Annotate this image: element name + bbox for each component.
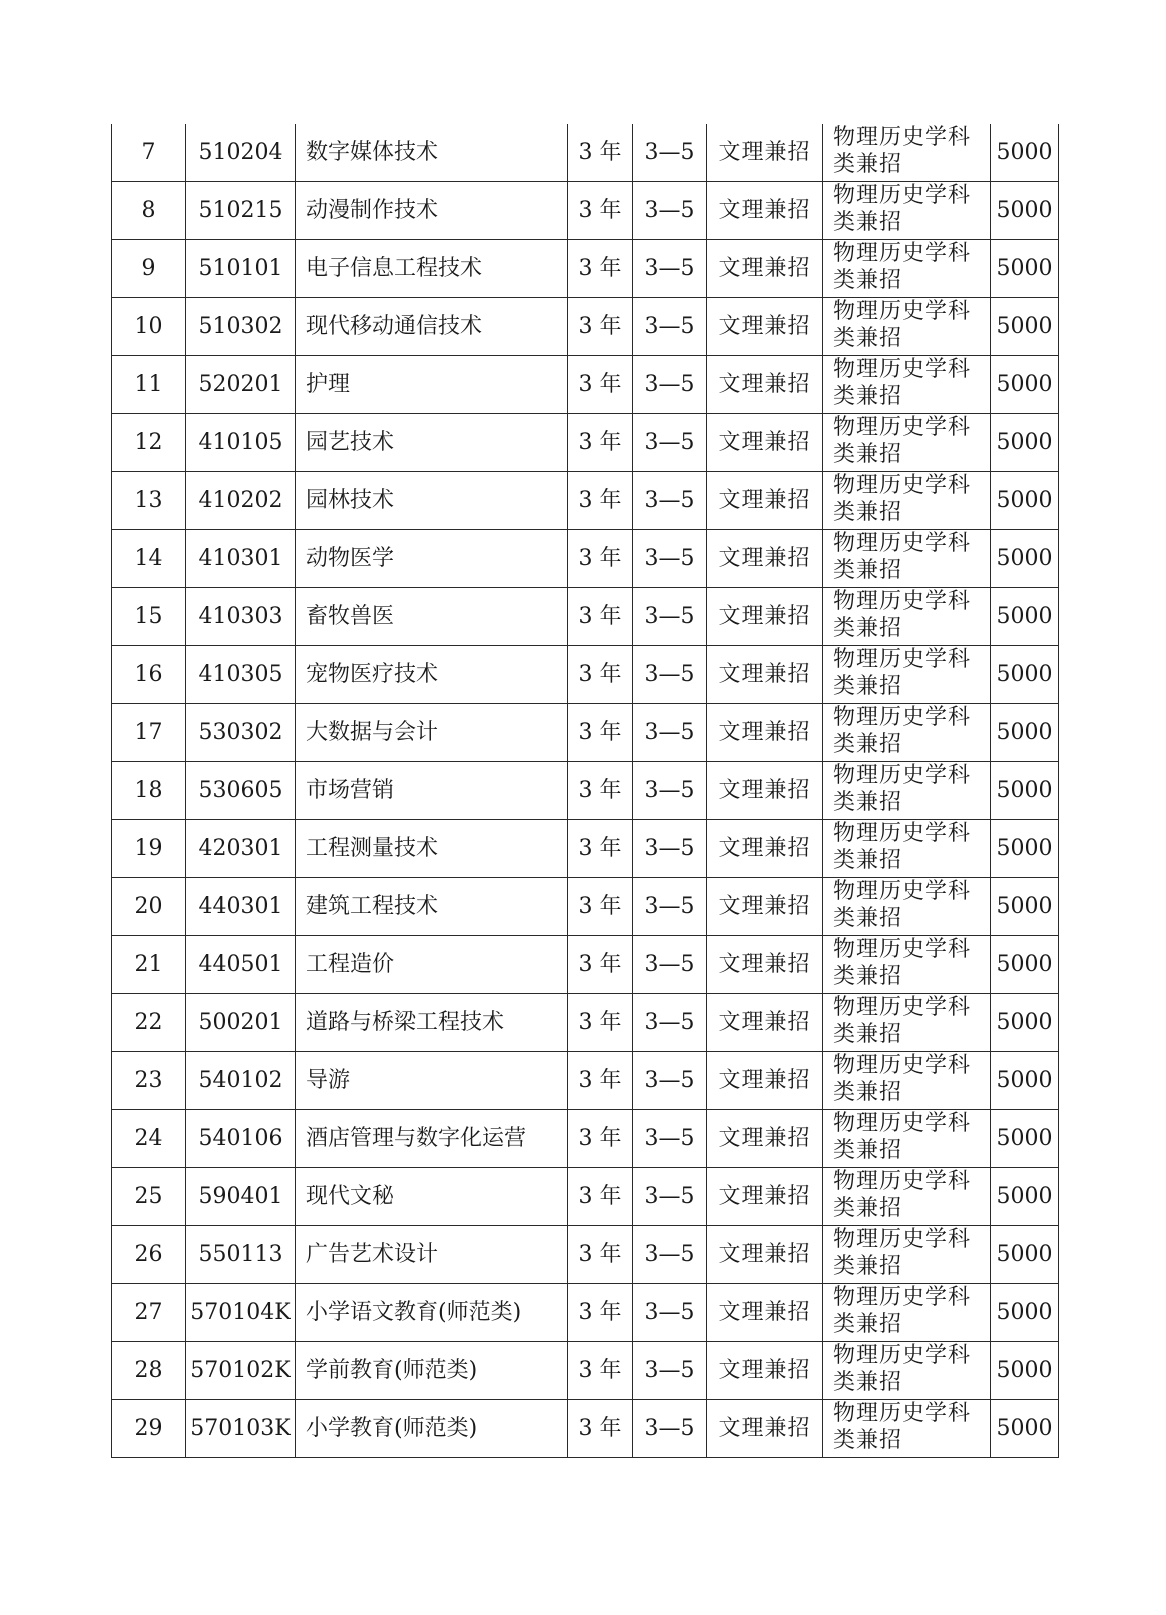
- enrollment-type-cell: 文理兼招: [707, 1342, 823, 1400]
- study-span-cell: 3—5: [633, 356, 707, 414]
- major-name-cell: 道路与桥梁工程技术: [296, 994, 568, 1052]
- tuition-fee-cell: 5000: [991, 646, 1059, 704]
- tuition-fee-cell: 5000: [991, 240, 1059, 298]
- tuition-fee-cell: 5000: [991, 878, 1059, 936]
- table-row: [112, 414, 1059, 472]
- table-row: [112, 182, 1059, 240]
- row-index-cell: 14: [112, 530, 186, 588]
- subject-requirement-cell: [823, 182, 991, 240]
- subject-requirement-cell: [823, 124, 991, 182]
- duration-cell: 3 年: [568, 356, 633, 414]
- tuition-fee-cell: 5000: [991, 1284, 1059, 1342]
- major-code-cell: 570103K: [186, 1400, 296, 1458]
- row-index-cell: 21: [112, 936, 186, 994]
- row-index-cell: 19: [112, 820, 186, 878]
- row-index-cell: 13: [112, 472, 186, 530]
- table-row: [112, 588, 1059, 646]
- major-code-cell: 570102K: [186, 1342, 296, 1400]
- major-code-cell: 410105: [186, 414, 296, 472]
- enrollment-type-cell: 文理兼招: [707, 1400, 823, 1458]
- subject-requirement-text: 物理历史学科类兼招: [833, 357, 972, 409]
- study-span-cell: 3—5: [633, 1168, 707, 1226]
- duration-cell: 3 年: [568, 1342, 633, 1400]
- major-name-cell: 现代文秘: [296, 1168, 568, 1226]
- tuition-fee-cell: 5000: [991, 588, 1059, 646]
- study-span-cell: 3—5: [633, 762, 707, 820]
- tuition-fee-cell: 5000: [991, 414, 1059, 472]
- duration-cell: 3 年: [568, 646, 633, 704]
- subject-requirement-cell: [823, 704, 991, 762]
- subject-requirement-cell: [823, 298, 991, 356]
- tuition-fee-cell: 5000: [991, 530, 1059, 588]
- row-index-cell: 16: [112, 646, 186, 704]
- subject-requirement-text: 物理历史学科类兼招: [833, 1053, 972, 1105]
- study-span-cell: 3—5: [633, 298, 707, 356]
- major-code-cell: 410301: [186, 530, 296, 588]
- row-index-cell: 28: [112, 1342, 186, 1400]
- enrollment-type-cell: 文理兼招: [707, 994, 823, 1052]
- study-span-cell: 3—5: [633, 1052, 707, 1110]
- duration-cell: 3 年: [568, 762, 633, 820]
- major-code-cell: 530605: [186, 762, 296, 820]
- duration-cell: 3 年: [568, 878, 633, 936]
- subject-requirement-cell: [823, 414, 991, 472]
- major-name-cell: 导游: [296, 1052, 568, 1110]
- row-index-cell: 23: [112, 1052, 186, 1110]
- subject-requirement-text: 物理历史学科类兼招: [833, 763, 972, 815]
- study-span-cell: 3—5: [633, 820, 707, 878]
- table-row: [112, 1110, 1059, 1168]
- major-name-cell: 市场营销: [296, 762, 568, 820]
- enrollment-type-cell: 文理兼招: [707, 1226, 823, 1284]
- subject-requirement-cell: [823, 240, 991, 298]
- enrollment-type-cell: 文理兼招: [707, 356, 823, 414]
- study-span-cell: 3—5: [633, 530, 707, 588]
- table-row: [112, 1052, 1059, 1110]
- tuition-fee-cell: 5000: [991, 1342, 1059, 1400]
- row-index-cell: 22: [112, 994, 186, 1052]
- major-name-cell: 宠物医疗技术: [296, 646, 568, 704]
- tuition-fee-cell: 5000: [991, 124, 1059, 182]
- table-row: [112, 704, 1059, 762]
- major-code-cell: 440301: [186, 878, 296, 936]
- subject-requirement-cell: [823, 762, 991, 820]
- subject-requirement-text: 物理历史学科类兼招: [833, 183, 972, 235]
- subject-requirement-text: 物理历史学科类兼招: [833, 1227, 972, 1279]
- subject-requirement-text: 物理历史学科类兼招: [833, 879, 972, 931]
- table-row: [112, 356, 1059, 414]
- row-index-cell: 25: [112, 1168, 186, 1226]
- subject-requirement-cell: [823, 820, 991, 878]
- major-code-cell: 510204: [186, 124, 296, 182]
- major-name-cell: 学前教育(师范类): [296, 1342, 568, 1400]
- duration-cell: 3 年: [568, 704, 633, 762]
- enrollment-type-cell: 文理兼招: [707, 762, 823, 820]
- duration-cell: 3 年: [568, 530, 633, 588]
- enrollment-type-cell: 文理兼招: [707, 588, 823, 646]
- subject-requirement-cell: [823, 1052, 991, 1110]
- tuition-fee-cell: 5000: [991, 704, 1059, 762]
- subject-requirement-cell: [823, 1226, 991, 1284]
- table-row: [112, 298, 1059, 356]
- major-name-cell: 畜牧兽医: [296, 588, 568, 646]
- study-span-cell: 3—5: [633, 1342, 707, 1400]
- subject-requirement-cell: [823, 1400, 991, 1458]
- major-name-cell: 数字媒体技术: [296, 124, 568, 182]
- row-index-cell: 18: [112, 762, 186, 820]
- major-name-cell: 护理: [296, 356, 568, 414]
- row-index-cell: 17: [112, 704, 186, 762]
- major-name-cell: 现代移动通信技术: [296, 298, 568, 356]
- subject-requirement-text: 物理历史学科类兼招: [833, 1343, 972, 1395]
- study-span-cell: 3—5: [633, 1400, 707, 1458]
- tuition-fee-cell: 5000: [991, 1226, 1059, 1284]
- subject-requirement-cell: [823, 472, 991, 530]
- subject-requirement-cell: [823, 646, 991, 704]
- major-name-cell: 动物医学: [296, 530, 568, 588]
- major-code-cell: 500201: [186, 994, 296, 1052]
- subject-requirement-cell: [823, 588, 991, 646]
- subject-requirement-text: 物理历史学科类兼招: [833, 473, 972, 525]
- duration-cell: 3 年: [568, 472, 633, 530]
- row-index-cell: 29: [112, 1400, 186, 1458]
- study-span-cell: 3—5: [633, 414, 707, 472]
- major-code-cell: 530302: [186, 704, 296, 762]
- major-code-cell: 550113: [186, 1226, 296, 1284]
- majors-table: [111, 124, 1059, 1458]
- table-row: [112, 1342, 1059, 1400]
- table-row: [112, 994, 1059, 1052]
- duration-cell: 3 年: [568, 1168, 633, 1226]
- subject-requirement-text: 物理历史学科类兼招: [833, 647, 972, 699]
- subject-requirement-text: 物理历史学科类兼招: [833, 821, 972, 873]
- majors-table-body: [112, 124, 1059, 1458]
- subject-requirement-cell: [823, 1284, 991, 1342]
- subject-requirement-text: 物理历史学科类兼招: [833, 1285, 972, 1337]
- study-span-cell: 3—5: [633, 182, 707, 240]
- major-name-cell: 工程测量技术: [296, 820, 568, 878]
- subject-requirement-text: 物理历史学科类兼招: [833, 241, 972, 293]
- enrollment-type-cell: 文理兼招: [707, 1110, 823, 1168]
- subject-requirement-cell: [823, 878, 991, 936]
- row-index-cell: 10: [112, 298, 186, 356]
- major-code-cell: 410202: [186, 472, 296, 530]
- enrollment-type-cell: 文理兼招: [707, 530, 823, 588]
- table-row: [112, 762, 1059, 820]
- table-row: [112, 472, 1059, 530]
- major-code-cell: 410303: [186, 588, 296, 646]
- duration-cell: 3 年: [568, 298, 633, 356]
- duration-cell: 3 年: [568, 1400, 633, 1458]
- row-index-cell: 15: [112, 588, 186, 646]
- study-span-cell: 3—5: [633, 878, 707, 936]
- enrollment-type-cell: 文理兼招: [707, 124, 823, 182]
- major-code-cell: 510101: [186, 240, 296, 298]
- table-row: [112, 1284, 1059, 1342]
- duration-cell: 3 年: [568, 1284, 633, 1342]
- enrollment-type-cell: 文理兼招: [707, 704, 823, 762]
- duration-cell: 3 年: [568, 182, 633, 240]
- major-code-cell: 510302: [186, 298, 296, 356]
- table-row: [112, 1168, 1059, 1226]
- major-code-cell: 540102: [186, 1052, 296, 1110]
- subject-requirement-text: 物理历史学科类兼招: [833, 1401, 972, 1453]
- major-name-cell: 酒店管理与数字化运营: [296, 1110, 568, 1168]
- enrollment-type-cell: 文理兼招: [707, 240, 823, 298]
- major-code-cell: 570104K: [186, 1284, 296, 1342]
- major-name-cell: 园林技术: [296, 472, 568, 530]
- major-name-cell: 电子信息工程技术: [296, 240, 568, 298]
- major-name-cell: 广告艺术设计: [296, 1226, 568, 1284]
- tuition-fee-cell: 5000: [991, 1400, 1059, 1458]
- row-index-cell: 9: [112, 240, 186, 298]
- study-span-cell: 3—5: [633, 704, 707, 762]
- subject-requirement-text: 物理历史学科类兼招: [833, 1169, 972, 1221]
- subject-requirement-cell: [823, 356, 991, 414]
- major-code-cell: 410305: [186, 646, 296, 704]
- table-row: [112, 646, 1059, 704]
- major-code-cell: 520201: [186, 356, 296, 414]
- table-row: [112, 878, 1059, 936]
- major-code-cell: 540106: [186, 1110, 296, 1168]
- enrollment-type-cell: 文理兼招: [707, 298, 823, 356]
- table-row: [112, 1400, 1059, 1458]
- row-index-cell: 27: [112, 1284, 186, 1342]
- subject-requirement-text: 物理历史学科类兼招: [833, 705, 972, 757]
- major-code-cell: 510215: [186, 182, 296, 240]
- tuition-fee-cell: 5000: [991, 356, 1059, 414]
- study-span-cell: 3—5: [633, 588, 707, 646]
- tuition-fee-cell: 5000: [991, 994, 1059, 1052]
- subject-requirement-cell: [823, 1342, 991, 1400]
- study-span-cell: 3—5: [633, 240, 707, 298]
- subject-requirement-text: 物理历史学科类兼招: [833, 995, 972, 1047]
- table-row: [112, 530, 1059, 588]
- study-span-cell: 3—5: [633, 1226, 707, 1284]
- row-index-cell: 26: [112, 1226, 186, 1284]
- tuition-fee-cell: 5000: [991, 1110, 1059, 1168]
- study-span-cell: 3—5: [633, 646, 707, 704]
- duration-cell: 3 年: [568, 936, 633, 994]
- tuition-fee-cell: 5000: [991, 1052, 1059, 1110]
- table-row: [112, 1226, 1059, 1284]
- subject-requirement-cell: [823, 994, 991, 1052]
- duration-cell: 3 年: [568, 124, 633, 182]
- row-index-cell: 12: [112, 414, 186, 472]
- tuition-fee-cell: 5000: [991, 298, 1059, 356]
- enrollment-type-cell: 文理兼招: [707, 472, 823, 530]
- major-name-cell: 建筑工程技术: [296, 878, 568, 936]
- tuition-fee-cell: 5000: [991, 1168, 1059, 1226]
- row-index-cell: 8: [112, 182, 186, 240]
- study-span-cell: 3—5: [633, 124, 707, 182]
- subject-requirement-text: 物理历史学科类兼招: [833, 937, 972, 989]
- row-index-cell: 20: [112, 878, 186, 936]
- major-name-cell: 动漫制作技术: [296, 182, 568, 240]
- subject-requirement-text: 物理历史学科类兼招: [833, 415, 972, 467]
- subject-requirement-cell: [823, 1168, 991, 1226]
- enrollment-type-cell: 文理兼招: [707, 1052, 823, 1110]
- tuition-fee-cell: 5000: [991, 820, 1059, 878]
- subject-requirement-cell: [823, 936, 991, 994]
- enrollment-type-cell: 文理兼招: [707, 646, 823, 704]
- subject-requirement-text: 物理历史学科类兼招: [833, 125, 972, 177]
- enrollment-type-cell: 文理兼招: [707, 1168, 823, 1226]
- tuition-fee-cell: 5000: [991, 182, 1059, 240]
- subject-requirement-cell: [823, 530, 991, 588]
- duration-cell: 3 年: [568, 414, 633, 472]
- major-name-cell: 小学教育(师范类): [296, 1400, 568, 1458]
- study-span-cell: 3—5: [633, 994, 707, 1052]
- study-span-cell: 3—5: [633, 1284, 707, 1342]
- major-name-cell: 园艺技术: [296, 414, 568, 472]
- duration-cell: 3 年: [568, 820, 633, 878]
- duration-cell: 3 年: [568, 1052, 633, 1110]
- major-code-cell: 420301: [186, 820, 296, 878]
- subject-requirement-text: 物理历史学科类兼招: [833, 1111, 972, 1163]
- enrollment-type-cell: 文理兼招: [707, 182, 823, 240]
- duration-cell: 3 年: [568, 1226, 633, 1284]
- table-row: [112, 124, 1059, 182]
- major-name-cell: 工程造价: [296, 936, 568, 994]
- study-span-cell: 3—5: [633, 472, 707, 530]
- tuition-fee-cell: 5000: [991, 762, 1059, 820]
- major-name-cell: 小学语文教育(师范类): [296, 1284, 568, 1342]
- duration-cell: 3 年: [568, 588, 633, 646]
- major-code-cell: 590401: [186, 1168, 296, 1226]
- tuition-fee-cell: 5000: [991, 936, 1059, 994]
- subject-requirement-text: 物理历史学科类兼招: [833, 589, 972, 641]
- study-span-cell: 3—5: [633, 936, 707, 994]
- major-code-cell: 440501: [186, 936, 296, 994]
- enrollment-type-cell: 文理兼招: [707, 878, 823, 936]
- enrollment-type-cell: 文理兼招: [707, 936, 823, 994]
- duration-cell: 3 年: [568, 240, 633, 298]
- enrollment-type-cell: 文理兼招: [707, 820, 823, 878]
- row-index-cell: 7: [112, 124, 186, 182]
- table-row: [112, 936, 1059, 994]
- row-index-cell: 24: [112, 1110, 186, 1168]
- subject-requirement-cell: [823, 1110, 991, 1168]
- study-span-cell: 3—5: [633, 1110, 707, 1168]
- subject-requirement-text: 物理历史学科类兼招: [833, 531, 972, 583]
- enrollment-type-cell: 文理兼招: [707, 414, 823, 472]
- table-row: [112, 240, 1059, 298]
- duration-cell: 3 年: [568, 994, 633, 1052]
- enrollment-type-cell: 文理兼招: [707, 1284, 823, 1342]
- duration-cell: 3 年: [568, 1110, 633, 1168]
- table-row: [112, 820, 1059, 878]
- major-name-cell: 大数据与会计: [296, 704, 568, 762]
- tuition-fee-cell: 5000: [991, 472, 1059, 530]
- row-index-cell: 11: [112, 356, 186, 414]
- subject-requirement-text: 物理历史学科类兼招: [833, 299, 972, 351]
